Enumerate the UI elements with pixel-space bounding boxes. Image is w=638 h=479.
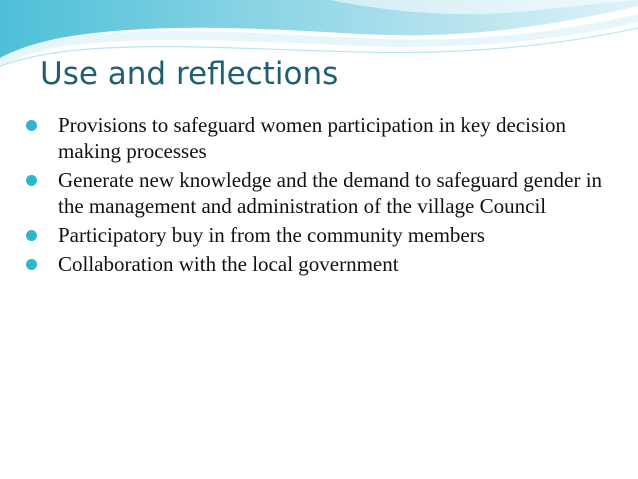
bullet-text: Provisions to safeguard women participation in key decision making processes <box>58 113 566 163</box>
bullet-list <box>22 112 622 280</box>
bullet-item <box>22 251 622 277</box>
slide-title: Use and reflections <box>40 56 339 92</box>
bullet-text: Collaboration with the local government <box>58 252 399 276</box>
bullet-dot-icon <box>26 259 37 270</box>
bullet-text: Participatory buy in from the community members <box>58 223 485 247</box>
bullet-dot-icon <box>26 230 37 241</box>
bullet-item <box>22 112 622 164</box>
bullet-dot-icon <box>26 175 37 186</box>
bullet-text: Generate new knowledge and the demand to safeguard gender in the management and administration of the village Council <box>58 168 603 218</box>
bullet-item <box>22 222 622 248</box>
bullet-dot-icon <box>26 120 37 131</box>
bullet-item <box>22 167 622 219</box>
